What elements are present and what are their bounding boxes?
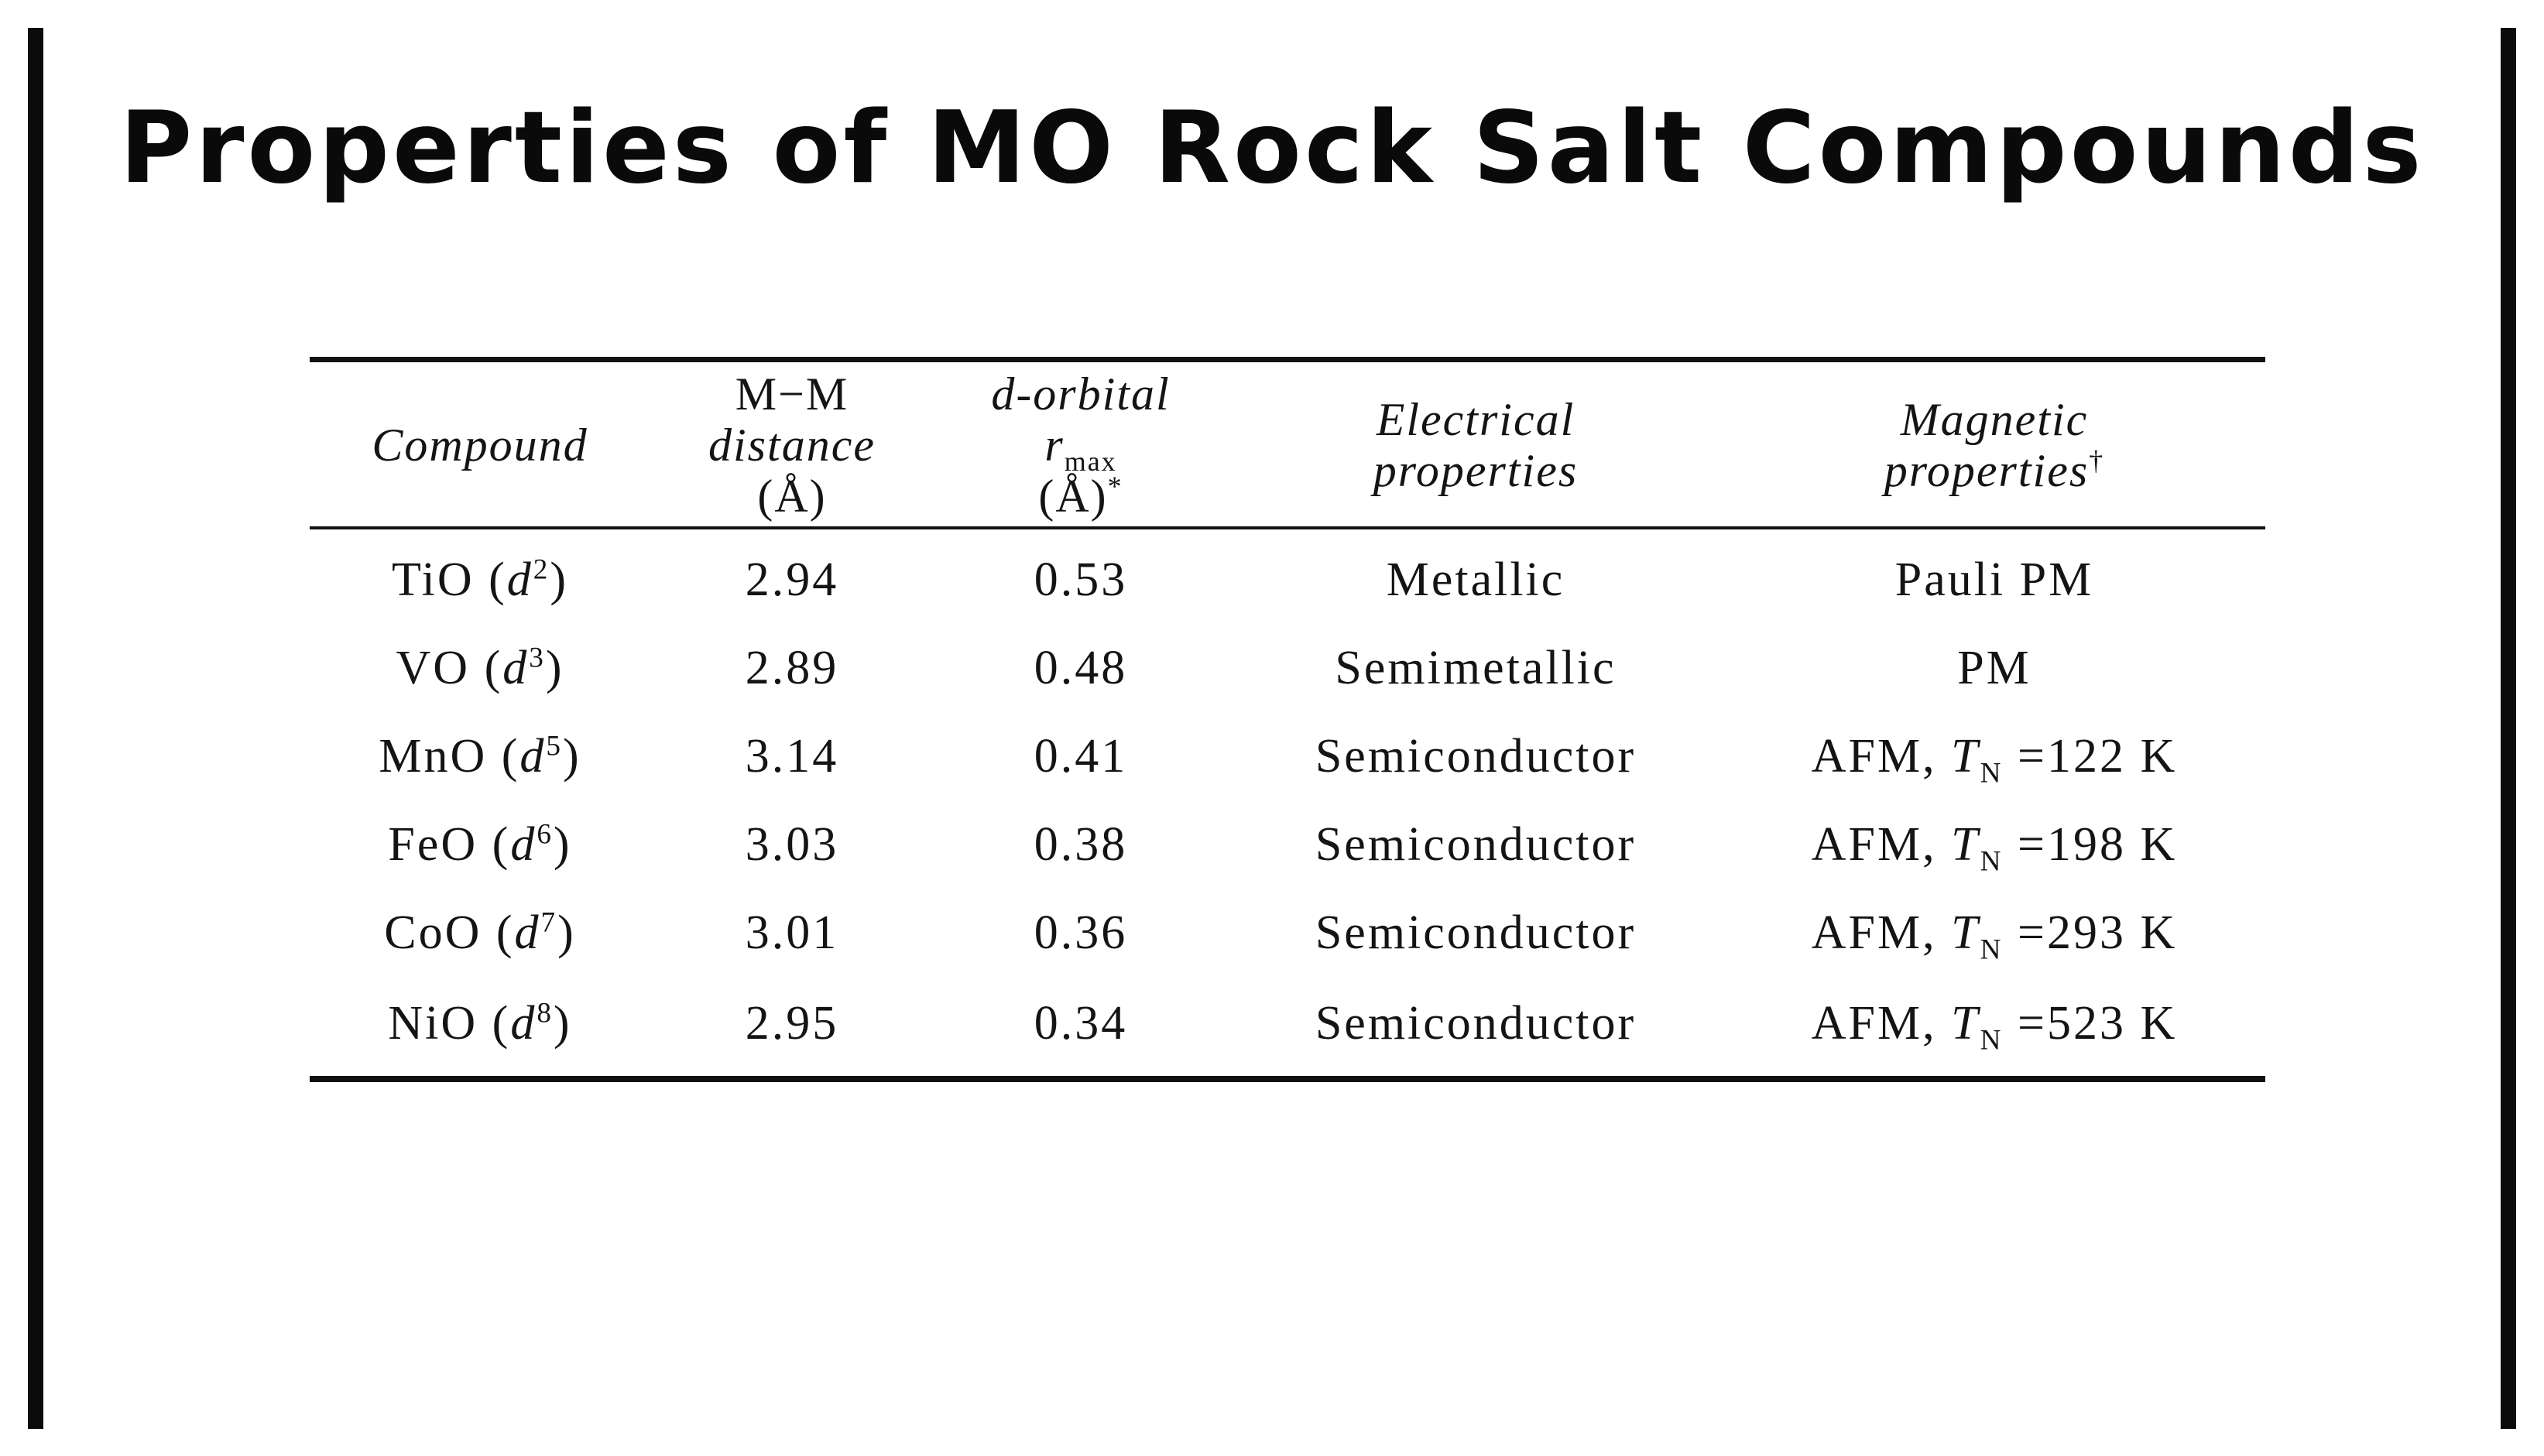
cell-magnetic — [1723, 977, 2265, 1079]
header-mm-line3: (Å) — [757, 471, 827, 522]
tn-value: =293 K — [2003, 906, 2178, 959]
tn-value: =523 K — [2003, 997, 2178, 1050]
magnetic-prefix: AFM, — [1811, 730, 1952, 783]
table-row-nio — [310, 977, 2265, 1079]
cell-rmax: 0.48 — [1034, 642, 1128, 694]
tn-label: T — [1951, 997, 1980, 1050]
cell-compound — [310, 977, 650, 1079]
d-count: 5 — [546, 730, 563, 762]
d-count: 3 — [529, 642, 546, 674]
cell-mm-distance: 2.95 — [650, 977, 934, 1079]
cell-compound — [310, 800, 650, 889]
header-mag-label: properties — [1884, 445, 2090, 496]
slide-title: Properties of MO Rock Salt Compounds — [119, 91, 2425, 206]
magnetic-prefix: Pauli PM — [1894, 553, 2094, 606]
tn-label: T — [1951, 906, 1980, 959]
cell-mm-distance: 2.89 — [745, 642, 839, 694]
compound-close: ) — [553, 997, 572, 1050]
cell-electrical: Semiconductor — [1315, 906, 1637, 959]
header-elec-line2: properties — [1373, 445, 1579, 496]
header-dorb-r: r — [1044, 420, 1065, 471]
cell-compound — [310, 712, 650, 800]
header-dorb-r-sub: max — [1064, 446, 1117, 477]
properties-table — [310, 357, 2265, 1082]
tn-label: T — [1951, 730, 1980, 783]
cell-rmax: 0.34 — [934, 977, 1228, 1079]
header-compound-label: Compound — [372, 420, 588, 471]
header-dorb-footnote: * — [1107, 471, 1123, 502]
tn-label: T — [1951, 818, 1980, 871]
magnetic-prefix: AFM, — [1811, 906, 1952, 959]
tn-sub: N — [1980, 934, 2004, 966]
cell-compound — [310, 528, 650, 624]
table-row-tio — [310, 528, 2265, 624]
d-count: 6 — [537, 818, 554, 851]
cell-electrical: Semiconductor — [1315, 730, 1637, 783]
tn-sub: N — [1980, 845, 2004, 878]
compound-formula: NiO ( — [388, 997, 511, 1050]
header-dorb-line1: d-orbital — [991, 368, 1171, 420]
cell-rmax: 0.53 — [1034, 553, 1128, 606]
d-letter: d — [510, 818, 537, 871]
header-compound — [310, 360, 650, 529]
tn-sub: N — [1980, 1024, 2004, 1057]
cell-electrical: Metallic — [1386, 553, 1565, 606]
table-row-coo — [310, 889, 2265, 977]
tn-value: =122 K — [2003, 730, 2178, 783]
compound-close: ) — [563, 730, 581, 783]
table-header-row — [310, 360, 2265, 529]
cell-rmax: 0.36 — [1034, 906, 1128, 959]
header-mag-line1: Magnetic — [1900, 394, 2089, 445]
d-count: 8 — [537, 997, 554, 1029]
tn-value: =198 K — [2003, 818, 2178, 871]
slide-right-border — [2501, 28, 2516, 1429]
cell-mm-distance: 3.14 — [745, 730, 839, 783]
header-d-orbital — [934, 360, 1228, 529]
header-dorb-line2 — [934, 420, 1228, 477]
compound-close: ) — [553, 818, 572, 871]
header-mm-line1: M−M — [735, 368, 849, 420]
compound-formula: MnO ( — [379, 730, 520, 783]
header-mm-line2: distance — [708, 420, 876, 471]
cell-electrical: Semimetallic — [1335, 642, 1617, 694]
table-header — [310, 360, 2265, 529]
compound-close: ) — [550, 553, 569, 606]
d-count: 7 — [540, 906, 558, 939]
cell-magnetic — [1723, 889, 2265, 977]
table-row-feo — [310, 800, 2265, 889]
compound-close: ) — [545, 642, 564, 694]
header-electrical — [1228, 360, 1723, 529]
d-letter: d — [514, 906, 541, 959]
cell-compound — [310, 624, 650, 712]
table-row-vo — [310, 624, 2265, 712]
header-mag-footnote: † — [2089, 445, 2105, 476]
cell-electrical: Semiconductor — [1315, 818, 1637, 871]
slide-left-border — [28, 28, 43, 1429]
cell-magnetic — [1723, 712, 2265, 800]
cell-electrical: Semiconductor — [1228, 977, 1723, 1079]
cell-magnetic — [1723, 800, 2265, 889]
compound-formula: VO ( — [396, 642, 503, 694]
magnetic-prefix: AFM, — [1811, 818, 1952, 871]
cell-mm-distance: 2.94 — [745, 553, 839, 606]
compound-formula: CoO ( — [384, 906, 515, 959]
cell-mm-distance: 3.03 — [745, 818, 839, 871]
d-letter: d — [510, 997, 537, 1050]
compound-formula: TiO ( — [391, 553, 507, 606]
table-row-mno — [310, 712, 2265, 800]
d-count: 2 — [533, 553, 550, 586]
cell-compound — [310, 889, 650, 977]
header-elec-line1: Electrical — [1376, 394, 1575, 445]
d-letter: d — [506, 553, 533, 606]
cell-rmax: 0.41 — [1034, 730, 1128, 783]
header-magnetic — [1723, 360, 2265, 529]
header-mm-distance — [650, 360, 934, 529]
compound-close: ) — [557, 906, 576, 959]
header-mag-line2 — [1723, 445, 2265, 496]
header-dorb-line3 — [934, 471, 1228, 522]
d-letter: d — [519, 730, 547, 783]
cell-magnetic — [1723, 528, 2265, 624]
magnetic-prefix: PM — [1957, 642, 2031, 694]
cell-magnetic — [1723, 624, 2265, 712]
table-body — [310, 528, 2265, 1079]
cell-mm-distance: 3.01 — [745, 906, 839, 959]
header-dorb-unit: (Å) — [1038, 471, 1108, 522]
d-letter: d — [502, 642, 530, 694]
compound-formula: FeO ( — [388, 818, 511, 871]
tn-sub: N — [1980, 757, 2004, 790]
properties-table-container — [310, 357, 2265, 1082]
cell-rmax: 0.38 — [1034, 818, 1128, 871]
magnetic-prefix: AFM, — [1811, 997, 1952, 1050]
